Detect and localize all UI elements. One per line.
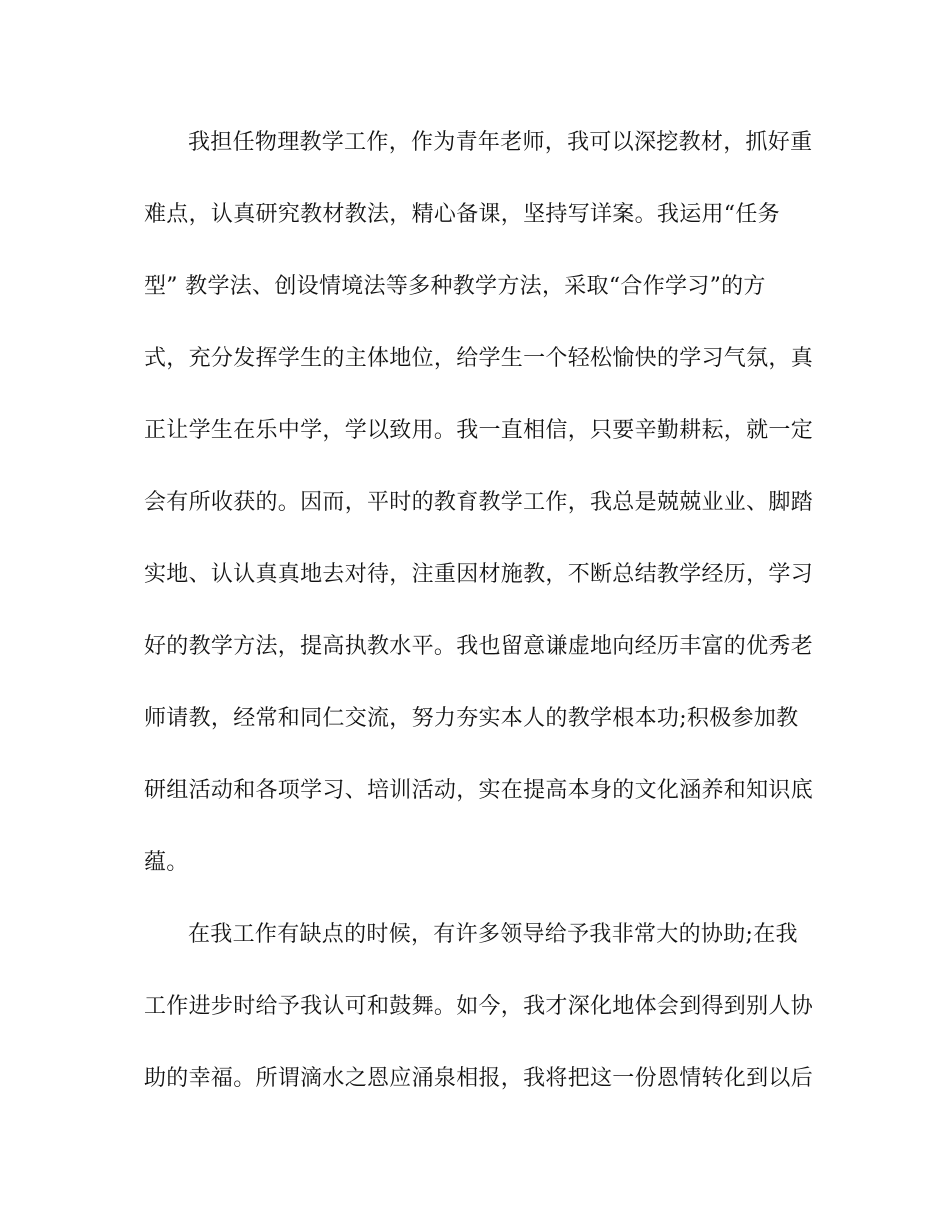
paragraph-1-line-9: 师请教，经常和同仁交流，努力夯实本人的教学根本功;积极参加教	[144, 706, 799, 731]
paragraph-1-line-10: 研组活动和各项学习、培训活动，实在提高本身的文化涵养和知识底	[144, 778, 814, 803]
paragraph-1-line-4: 式，充分发挥学生的主体地位，给学生一个轻松愉快的学习气氛，真	[144, 346, 814, 371]
paragraph-1-line-3: 型” 教学法、创设情境法等多种教学方法，采取“合作学习”的方	[144, 274, 766, 299]
paragraph-2-line-2: 工作进步时给予我认可和鼓舞。如今，我才深化地体会到得到别人协	[144, 994, 814, 1019]
paragraph-1-line-6: 会有所收获的。因而，平时的教育教学工作，我总是兢兢业业、脚踏	[144, 490, 814, 515]
paragraph-1-line-5: 正让学生在乐中学，学以致用。我一直相信，只要辛勤耕耘，就一定	[144, 418, 814, 443]
paragraph-2-line-3: 助的幸福。所谓滴水之恩应涌泉相报，我将把这一份恩情转化到以后	[144, 1066, 814, 1091]
paragraph-1-line-7: 实地、认认真真地去对待，注重因材施教，不断总结教学经历，学习	[144, 562, 814, 587]
paragraph-2-line-1: 在我工作有缺点的时候，有许多领导给予我非常大的协助;在我	[188, 922, 798, 947]
paragraph-1-line-8: 好的教学方法，提高执教水平。我也留意谦虚地向经历丰富的优秀老	[144, 634, 814, 659]
paragraph-1-line-1: 我担任物理教学工作，作为青年老师，我可以深挖教材，抓好重	[188, 130, 813, 155]
paragraph-1-line-11: 蕴。	[144, 850, 189, 875]
paragraph-1-line-2: 难点，认真研究教材教法，精心备课，坚持写详案。我运用“任务	[144, 202, 780, 227]
